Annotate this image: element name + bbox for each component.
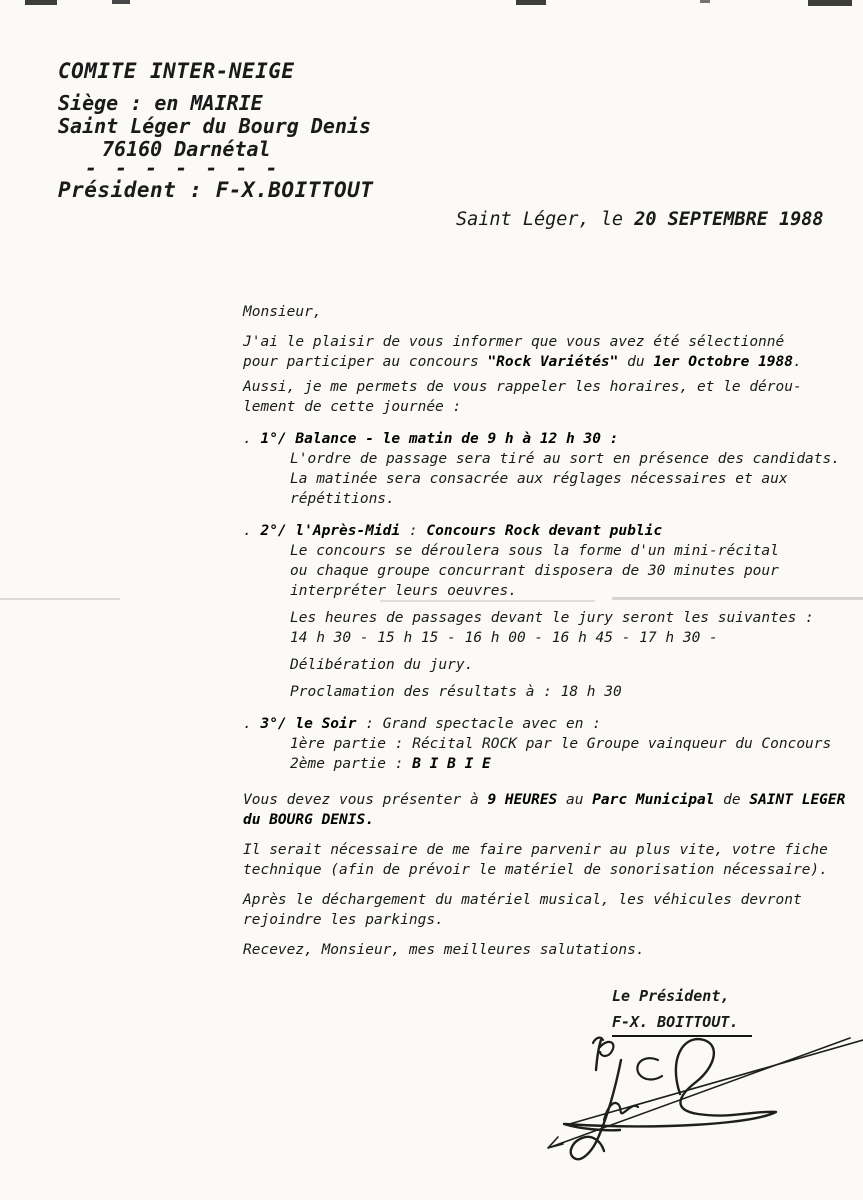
text-line xyxy=(290,734,858,754)
fold-line xyxy=(0,598,120,600)
arrival-paragraph xyxy=(243,790,858,830)
text-segment: : xyxy=(400,523,427,539)
emphasized-text: "Rock Variétés" xyxy=(487,354,619,370)
text-segment: ou chaque groupe concurrant disposera de 30 minutes pour xyxy=(290,563,779,579)
text-segment: Après le déchargement du matériel musical, les véhicules devront xyxy=(243,892,802,908)
emphasized-text: SAINT LEGER xyxy=(749,792,846,808)
scan-artifact xyxy=(808,0,852,6)
text-segment: L'ordre de passage sera tiré au sort en présence des candidats. xyxy=(290,451,840,467)
closing-paragraph xyxy=(243,940,858,960)
dateline-place: Saint Léger, le xyxy=(456,209,635,230)
text-line xyxy=(290,608,858,628)
text-segment: : Grand spectacle avec en : xyxy=(356,716,601,732)
handwritten-signature xyxy=(520,1030,863,1200)
text-line xyxy=(290,754,858,774)
signature-stroke xyxy=(548,1038,850,1148)
text-segment: 1ère partie : Récital ROCK par le Groupe vainqueur du Concours xyxy=(290,736,832,752)
text-line xyxy=(290,682,858,702)
letter-body xyxy=(243,302,858,960)
text-segment: Délibération du jury. xyxy=(290,657,474,673)
emphasized-text: 3°/ le Soir xyxy=(260,716,357,732)
emphasized-text: Parc Municipal xyxy=(592,792,715,808)
text-line xyxy=(243,714,858,734)
text-segment: Le concours se déroulera sous la forme d'un mini-récital xyxy=(290,543,779,559)
text-line xyxy=(243,790,858,810)
text-segment: au xyxy=(557,792,593,808)
salutation xyxy=(243,302,858,322)
signature-role: Le Président, xyxy=(612,987,730,1005)
text-line xyxy=(243,397,858,417)
emphasized-text: 1°/ Balance - le matin de 9 h à 12 h 30 : xyxy=(260,431,619,447)
signature-stroke xyxy=(593,1038,613,1056)
text-segment: du xyxy=(618,354,654,370)
text-segment: Monsieur, xyxy=(243,304,322,320)
scan-artifact xyxy=(516,0,546,5)
letterhead-address-line: Siège : en MAIRIE xyxy=(58,91,263,115)
signature-stroke xyxy=(571,1060,621,1159)
scan-artifact xyxy=(25,0,57,5)
text-segment: . xyxy=(243,431,261,447)
text-segment: Aussi, je me permets de vous rappeler les horaires, et le dérou- xyxy=(243,379,802,395)
item-3-heading xyxy=(243,714,858,734)
emphasized-text: 1er Octobre 1988 xyxy=(653,354,793,370)
text-segment: . xyxy=(793,354,802,370)
text-segment: pour participer au concours xyxy=(243,354,488,370)
item-1-body xyxy=(243,449,858,509)
text-line xyxy=(243,910,858,930)
dateline-date: 20 SEPTEMBRE 1988 xyxy=(634,209,824,230)
text-line xyxy=(243,940,858,960)
emphasized-text: Concours Rock devant public xyxy=(426,523,663,539)
text-line xyxy=(290,449,858,469)
item-1-heading xyxy=(243,429,858,449)
text-line xyxy=(290,541,858,561)
emphasized-text: 9 HEURES xyxy=(487,792,558,808)
item-3-body xyxy=(243,734,858,774)
emphasized-text: B I B I E xyxy=(412,756,491,772)
item-2-body xyxy=(243,541,858,601)
text-line xyxy=(290,581,858,601)
text-line xyxy=(290,489,858,509)
text-segment: Vous devez vous présenter à xyxy=(243,792,488,808)
text-segment: de xyxy=(714,792,750,808)
intro-paragraph xyxy=(243,332,858,372)
jury-times xyxy=(243,608,858,648)
text-line xyxy=(243,860,858,880)
signature-stroke xyxy=(637,1058,662,1079)
emphasized-text: du BOURG DENIS. xyxy=(243,812,374,828)
scan-artifact xyxy=(700,0,710,3)
text-line xyxy=(243,840,858,860)
dateline xyxy=(456,209,824,230)
deliberation-line xyxy=(243,655,858,675)
text-segment: La matinée sera consacrée aux réglages nécessaires et aux xyxy=(290,471,788,487)
letterhead xyxy=(58,60,373,202)
item-2-heading xyxy=(243,521,858,541)
scan-artifact xyxy=(112,0,130,4)
text-segment: Recevez, Monsieur, mes meilleures salutations. xyxy=(243,942,645,958)
text-line xyxy=(290,469,858,489)
letterhead-president-line: Président : F-X.BOITTOUT xyxy=(58,178,374,202)
text-line xyxy=(243,352,858,372)
text-segment: 2ème partie : xyxy=(290,756,413,772)
text-segment: lement de cette journée : xyxy=(243,399,462,415)
text-line xyxy=(243,521,858,541)
text-line xyxy=(290,561,858,581)
text-line xyxy=(243,890,858,910)
text-segment: Proclamation des résultats à : 18 h 30 xyxy=(290,684,622,700)
text-segment: 14 h 30 - 15 h 15 - 16 h 00 - 16 h 45 - 17 h 30 - xyxy=(290,630,718,646)
text-segment: technique (afin de prévoir le matériel de sonorisation nécessaire). xyxy=(243,862,828,878)
text-line xyxy=(243,810,858,830)
text-line xyxy=(290,655,858,675)
text-segment: Il serait nécessaire de me faire parvenir au plus vite, votre fiche xyxy=(243,842,828,858)
signature-name: F-X. BOITTOUT. xyxy=(612,1012,752,1037)
text-segment: rejoindre les parkings. xyxy=(243,912,444,928)
text-segment: Les heures de passages devant le jury seront les suivantes : xyxy=(290,610,814,626)
text-segment: J'ai le plaisir de vous informer que vous avez été sélectionné xyxy=(243,334,785,350)
letterhead-separator: - - - - - - - xyxy=(85,156,281,180)
parking-paragraph xyxy=(243,890,858,930)
letterhead-address-line: 76160 Darnétal xyxy=(102,137,271,161)
text-segment: . xyxy=(243,523,261,539)
schedule-intro-paragraph xyxy=(243,377,858,417)
text-line xyxy=(243,377,858,397)
text-line xyxy=(243,429,858,449)
text-line xyxy=(290,628,858,648)
text-line xyxy=(243,332,858,352)
text-segment: interpréter leurs oeuvres. xyxy=(290,583,517,599)
tech-sheet-paragraph xyxy=(243,840,858,880)
emphasized-text: 2°/ l'Après-Midi xyxy=(260,523,401,539)
letterhead-address-line: Saint Léger du Bourg Denis xyxy=(58,114,372,138)
text-segment: . xyxy=(243,716,261,732)
text-segment: répétitions. xyxy=(290,491,395,507)
results-line xyxy=(243,682,858,702)
text-line xyxy=(243,302,858,322)
organization-name: COMITE INTER-NEIGE xyxy=(58,59,295,83)
